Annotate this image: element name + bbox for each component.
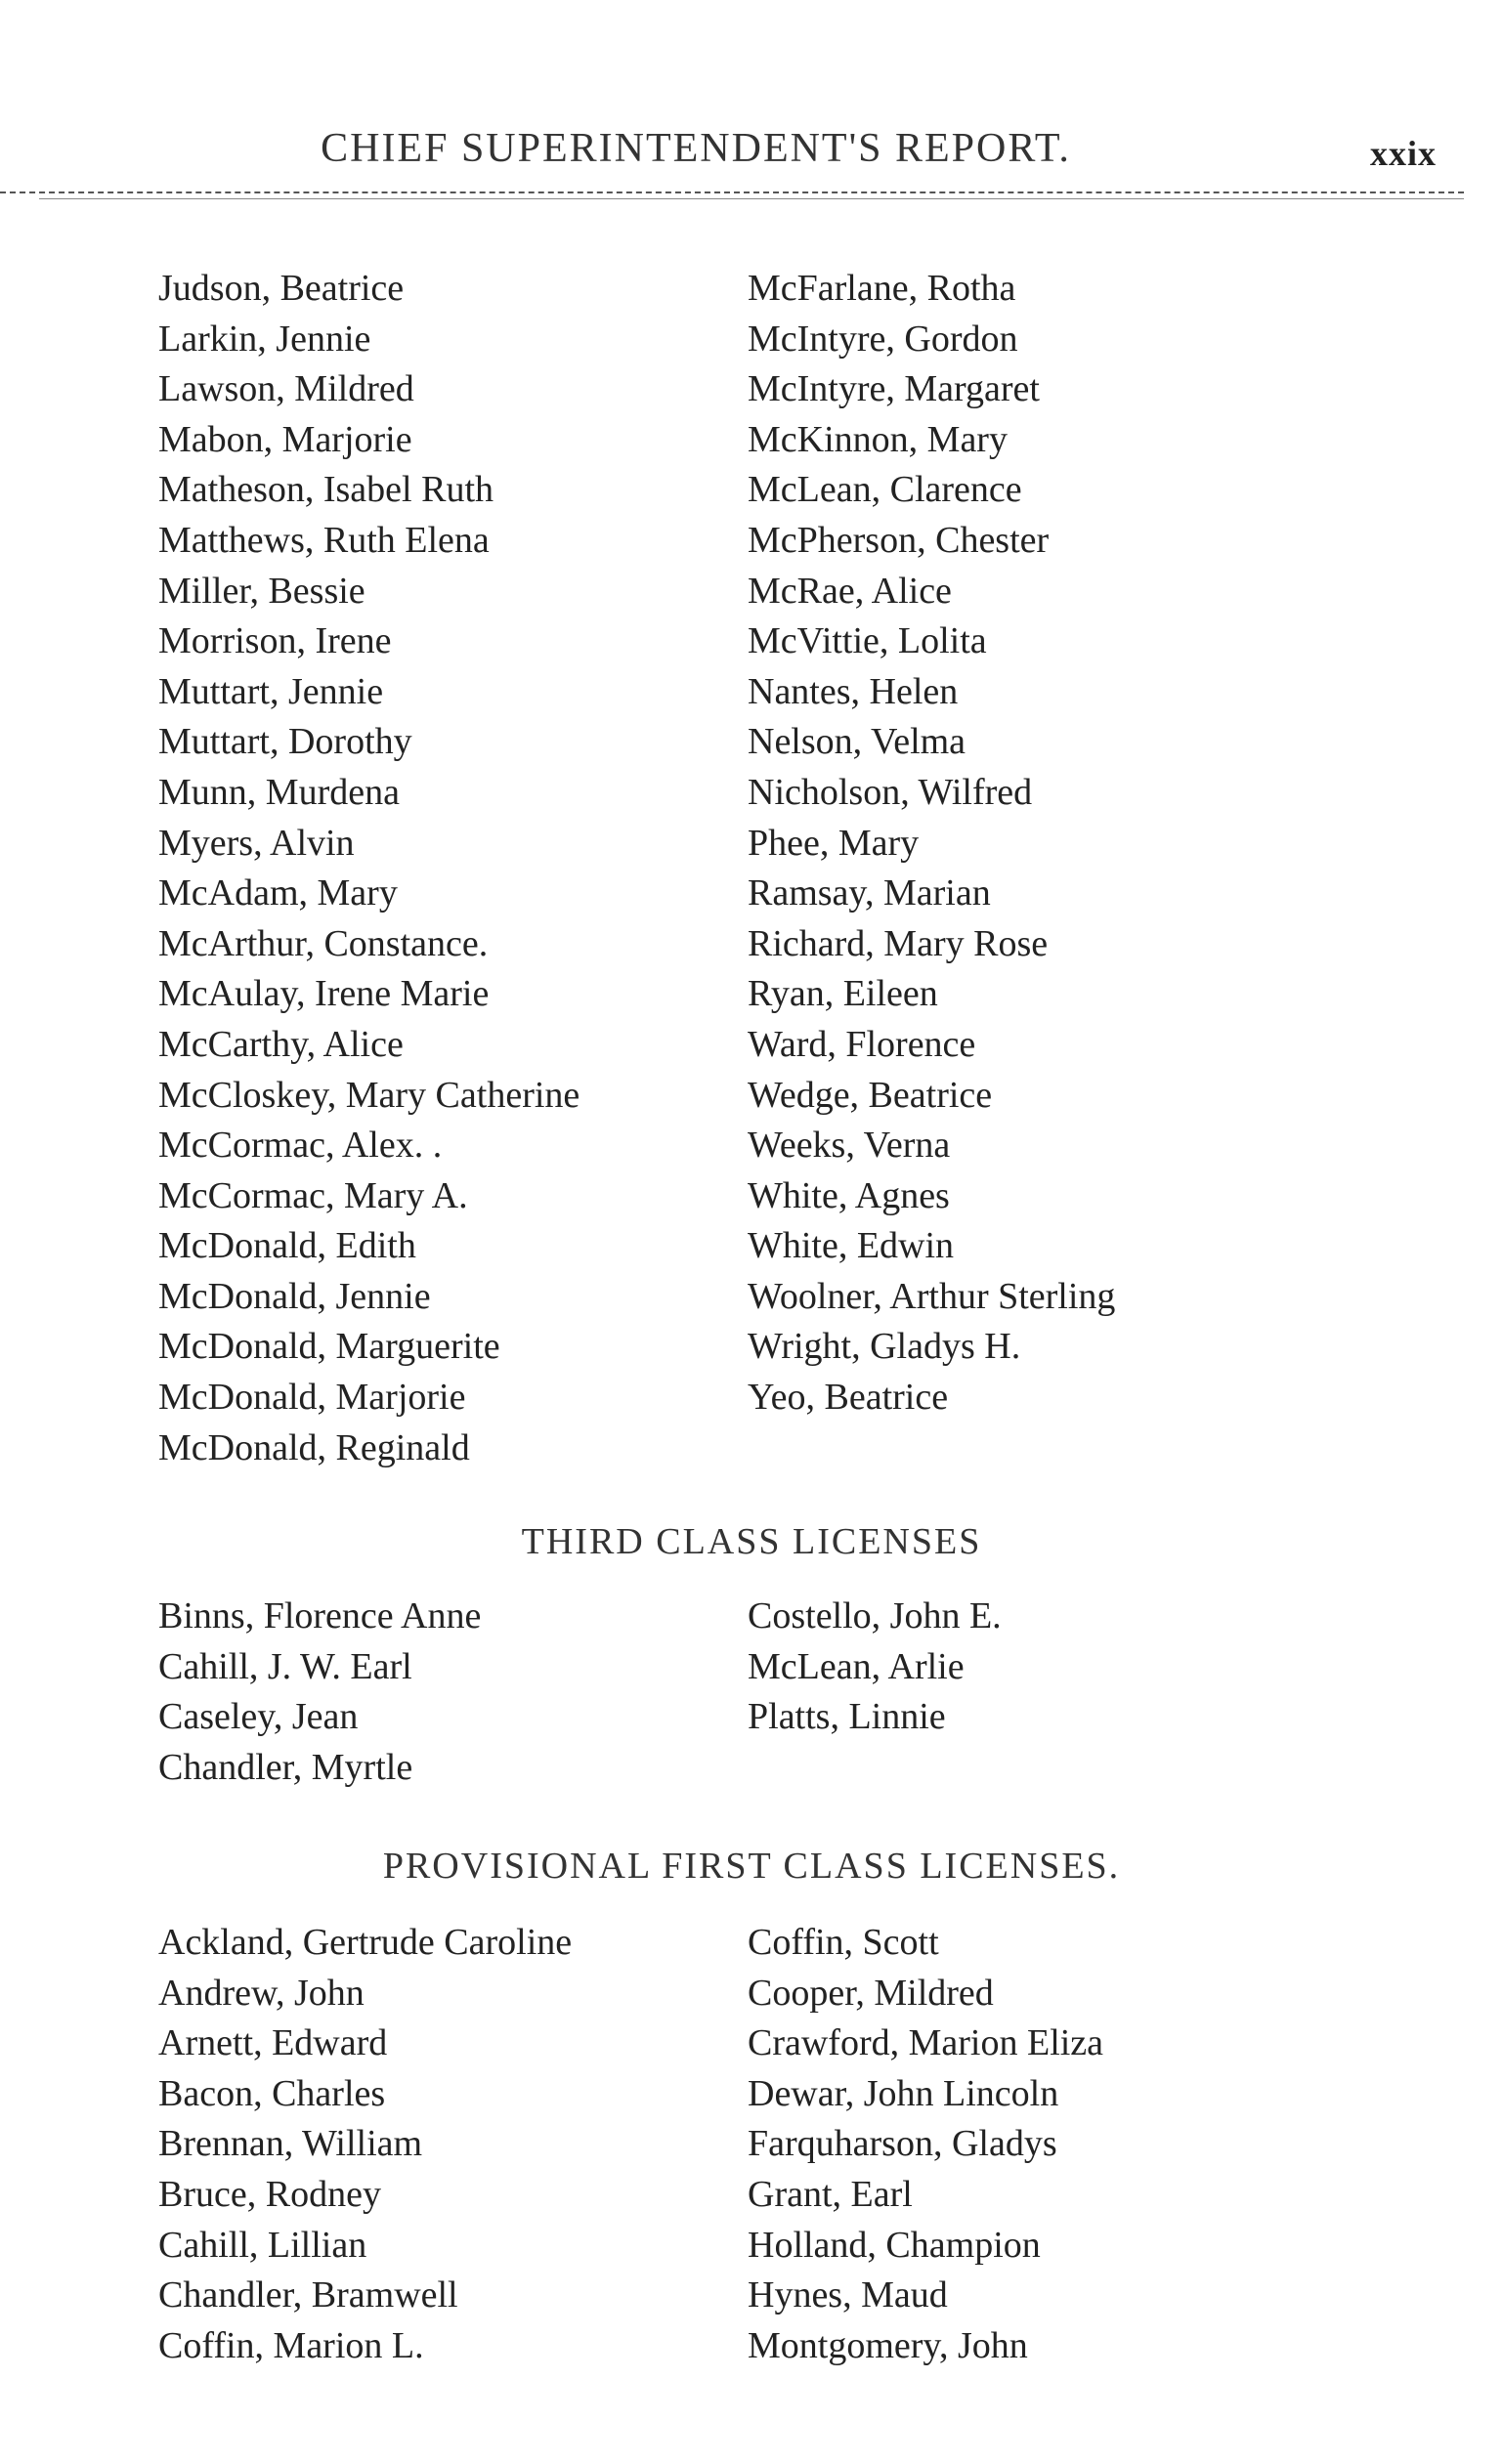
name-entry: Myers, Alvin xyxy=(158,822,355,864)
name-entry: Dewar, John Lincoln xyxy=(748,2072,1059,2114)
name-entry: McDonald, Jennie xyxy=(158,1275,431,1317)
name-entry: McVittie, Lolita xyxy=(748,620,987,662)
name-entry: White, Agnes xyxy=(748,1174,950,1216)
header-rule xyxy=(0,191,1464,193)
name-entry: Cahill, J. W. Earl xyxy=(158,1645,412,1687)
name-entry: Wright, Gladys H. xyxy=(748,1326,1021,1368)
name-entry: Brennan, William xyxy=(158,2123,423,2165)
name-entry: Arnett, Edward xyxy=(158,2022,388,2064)
header-rule-secondary xyxy=(39,198,1464,199)
name-entry: McAdam, Mary xyxy=(158,872,398,914)
name-entry: Matheson, Isabel Ruth xyxy=(158,469,494,511)
name-entry: Nelson, Velma xyxy=(748,721,966,763)
name-entry: Ackland, Gertrude Caroline xyxy=(158,1922,573,1963)
section3-left-column xyxy=(158,1918,572,2371)
name-entry: McCarthy, Alice xyxy=(158,1023,404,1065)
name-entry: Judson, Beatrice xyxy=(158,268,405,309)
name-entry: Woolner, Arthur Sterling xyxy=(748,1275,1116,1317)
name-entry: Wedge, Beatrice xyxy=(748,1074,993,1116)
name-entry: Matthews, Ruth Elena xyxy=(158,519,490,561)
name-entry: McDonald, Marguerite xyxy=(158,1326,500,1368)
name-entry: Muttart, Jennie xyxy=(158,670,384,712)
name-entry: Larkin, Jennie xyxy=(158,318,371,360)
section3-right-column xyxy=(748,1918,1103,2371)
name-entry: McLean, Arlie xyxy=(748,1645,965,1687)
name-entry: McArthur, Constance. xyxy=(158,922,489,964)
section2-left-column xyxy=(158,1592,481,1793)
name-entry: Cooper, Mildred xyxy=(748,1972,994,2014)
name-entry: Chandler, Bramwell xyxy=(158,2274,458,2316)
name-entry: Mabon, Marjorie xyxy=(158,418,412,460)
name-entry: Holland, Champion xyxy=(748,2224,1041,2266)
name-entry: Coffin, Marion L. xyxy=(158,2324,424,2366)
name-entry: McDonald, Edith xyxy=(158,1225,416,1267)
name-entry: Grant, Earl xyxy=(748,2173,913,2215)
section1-left-column xyxy=(158,264,580,1473)
section2-right-column xyxy=(748,1592,1002,1743)
name-entry: Weeks, Verna xyxy=(748,1125,951,1167)
page-header xyxy=(0,125,1503,184)
name-entry: McCloskey, Mary Catherine xyxy=(158,1074,580,1116)
name-entry: Nicholson, Wilfred xyxy=(748,771,1033,813)
name-entry: Lawson, Mildred xyxy=(158,368,414,410)
running-title: CHIEF SUPERINTENDENT'S REPORT. xyxy=(321,126,1071,171)
name-entry: Crawford, Marion Eliza xyxy=(748,2022,1104,2064)
section1-right-column xyxy=(748,264,1115,1423)
name-entry: Farquharson, Gladys xyxy=(748,2123,1057,2165)
name-entry: McAulay, Irene Marie xyxy=(158,973,490,1015)
page-number: xxix xyxy=(1370,134,1438,173)
name-entry: Costello, John E. xyxy=(748,1595,1002,1636)
name-entry: Miller, Bessie xyxy=(158,570,365,612)
name-entry: Andrew, John xyxy=(158,1972,365,2014)
name-entry: McFarlane, Rotha xyxy=(748,268,1016,309)
name-entry: Binns, Florence Anne xyxy=(158,1595,482,1636)
name-entry: Bacon, Charles xyxy=(158,2072,386,2114)
name-entry: Richard, Mary Rose xyxy=(748,922,1049,964)
name-entry: McIntyre, Gordon xyxy=(748,318,1018,360)
name-entry: Phee, Mary xyxy=(748,822,920,864)
name-entry: McDonald, Marjorie xyxy=(158,1377,466,1419)
name-entry: McCormac, Mary A. xyxy=(158,1174,468,1216)
name-entry: McLean, Clarence xyxy=(748,469,1022,511)
name-entry: McRae, Alice xyxy=(748,570,952,612)
name-entry: Hynes, Maud xyxy=(748,2274,948,2316)
name-entry: Munn, Murdena xyxy=(158,771,400,813)
name-entry: Ramsay, Marian xyxy=(748,872,991,914)
name-entry: Ward, Florence xyxy=(748,1023,976,1065)
name-entry: Ryan, Eileen xyxy=(748,973,938,1015)
name-entry: White, Edwin xyxy=(748,1225,955,1267)
name-entry: Caseley, Jean xyxy=(158,1696,359,1738)
name-entry: Muttart, Dorothy xyxy=(158,721,412,763)
name-entry: McCormac, Alex. . xyxy=(158,1125,443,1167)
name-entry: McDonald, Reginald xyxy=(158,1426,470,1468)
name-entry: McKinnon, Mary xyxy=(748,418,1008,460)
name-entry: Coffin, Scott xyxy=(748,1922,939,1963)
name-entry: McPherson, Chester xyxy=(748,519,1050,561)
name-entry: Morrison, Irene xyxy=(158,620,392,662)
name-entry: Yeo, Beatrice xyxy=(748,1377,949,1419)
name-entry: Platts, Linnie xyxy=(748,1696,946,1738)
provisional-first-class-heading: PROVISIONAL FIRST CLASS LICENSES. xyxy=(382,1846,1121,1887)
name-entry: Montgomery, John xyxy=(748,2324,1028,2366)
name-entry: Chandler, Myrtle xyxy=(158,1746,413,1788)
name-entry: Bruce, Rodney xyxy=(158,2173,381,2215)
name-entry: Cahill, Lillian xyxy=(158,2224,367,2266)
name-entry: Nantes, Helen xyxy=(748,670,959,712)
name-entry: McIntyre, Margaret xyxy=(748,368,1040,410)
third-class-heading: THIRD CLASS LICENSES xyxy=(521,1521,982,1562)
